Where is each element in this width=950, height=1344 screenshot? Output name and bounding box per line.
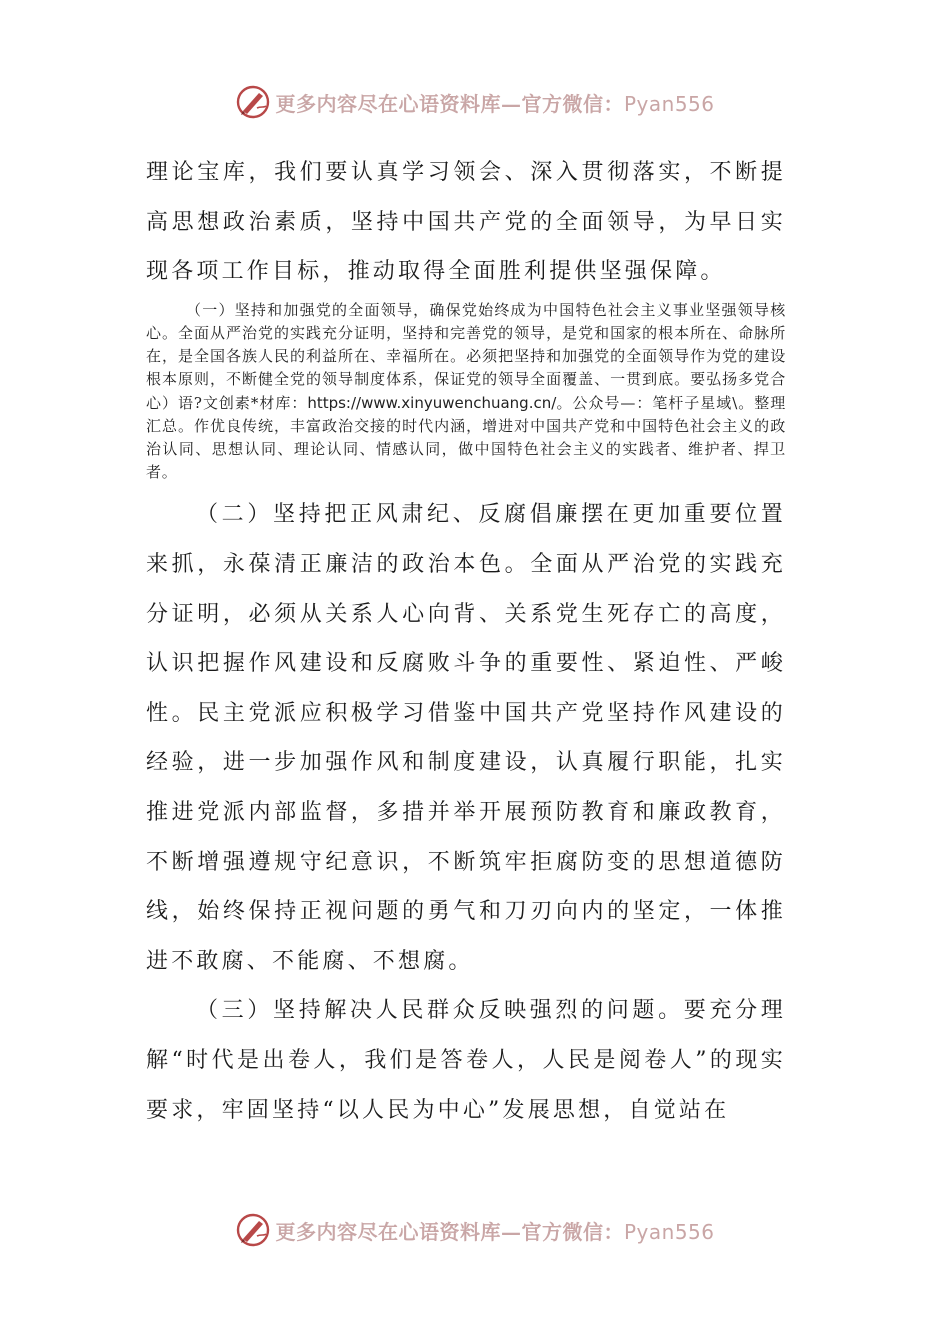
watermark-text: 更多内容尽在心语资料库—官方微信：Pyan556 [275,91,715,116]
watermark-text: 更多内容尽在心语资料库—官方微信：Pyan556 [275,1219,715,1244]
paragraph-small: （一）坚持和加强党的全面领导，确保党始终成为中国特色社会主义事业坚强领导核心。全面从严治党的实践充分证明，坚持和完善党的领导，是党和国家的根本所在、命脉所在，是全国各族人民的利益所在、幸福所在。必须把坚持和加强党的全面领导作为党的建设根本原则，不断健全党的领导制度体系，保证党的领导全面覆盖、一贯到底。要弘扬多党合心）语?文创素*材库：https://www.xinyuwenchuang.cn/。公众号—：笔杆子星域\。整理汇总。作优良传统，丰富政治交接的时代内涵，增进对中国共产党和中国特色社会主义的政治认同、思想认同、理论认同、情感认同，做中国特色社会主义的实践者、维护者、捍卫者。 [146,300,787,482]
document-body [146,148,786,1135]
website-link-text: https://www.xinyuwenchuang.cn/ [307,393,557,412]
pen-circle-logo-icon [235,1212,271,1248]
paragraph: 理论宝库，我们要认真学习领会、深入贯彻落实，不断提高思想政治素质，坚持中国共产党的全面领导，为早日实现各项工作目标，推动取得全面胜利提供坚强保障。 [146,160,786,285]
header-watermark-banner [0,80,950,124]
pen-circle-logo-icon [235,84,271,120]
paragraph: （二）坚持把正风肃纪、反腐倡廉摆在更加重要位置来抓，永葆清正廉洁的政治本色。全面从严治党的实践充分证明，必须从关系人心向背、关系党生死存亡的高度，认识把握作风建设和反腐败斗争的重要性、紧迫性、严峻性。民主党派应积极学习借鉴中国共产党坚持作风建设的经验，进一步加强作风和制度建设，认真履行职能，扎实推进党派内部监督，多措并举开展预防教育和廉政教育，不断增强遵规守纪意识，不断筑牢拒腐防变的思想道德防线，始终保持正视问题的勇气和刀刃向内的坚定，一体推进不敢腐、不能腐、不想腐。 [146,502,786,974]
footer-watermark-banner [0,1208,950,1252]
paragraph: （三）坚持解决人民群众反映强烈的问题。要充分理解“时代是出卷人，我们是答卷人，人民是阅卷人”的现实要求，牢固坚持“以人民为中心”发展思想，自觉站在 [146,998,786,1123]
